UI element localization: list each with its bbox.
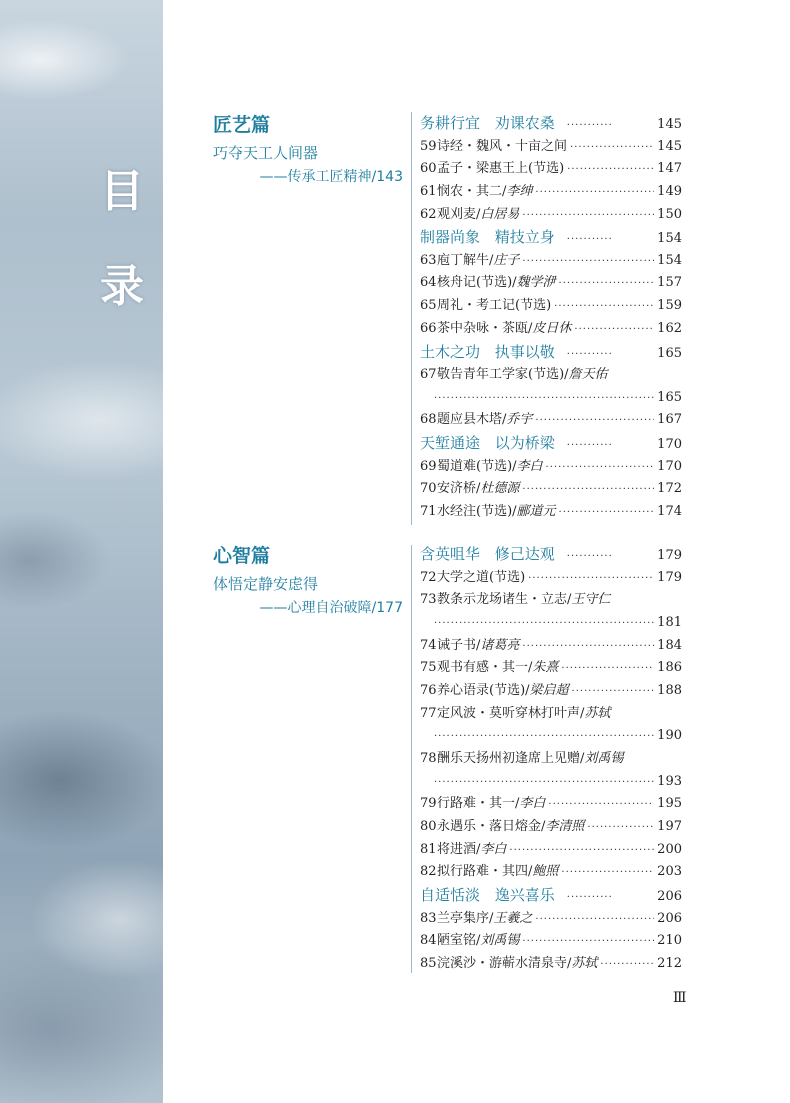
entry-author: 李绅 bbox=[506, 183, 533, 199]
page-ref: 172 bbox=[657, 481, 682, 497]
entry-title bbox=[420, 136, 567, 159]
page-ref: 212 bbox=[657, 956, 682, 971]
entry-title bbox=[420, 748, 623, 771]
toc-entry bbox=[420, 181, 682, 204]
page-ref: 167 bbox=[657, 412, 682, 428]
page-ref: 165 bbox=[657, 389, 682, 405]
entry-name: 将进酒/ bbox=[437, 841, 481, 857]
toc-entry bbox=[420, 567, 682, 590]
toc-theme-heading bbox=[420, 432, 682, 456]
page-ref: 179 bbox=[657, 548, 682, 563]
entry-number: 63 bbox=[420, 252, 437, 268]
dot-leader bbox=[434, 726, 654, 749]
entry-name: 兰亭集序/ bbox=[437, 910, 494, 926]
dot-leader bbox=[434, 388, 654, 411]
page-ref: 165 bbox=[657, 345, 682, 361]
entry-number: 75 bbox=[420, 660, 437, 676]
toc-entry bbox=[420, 635, 682, 658]
entry-name: 安济桥/ bbox=[437, 481, 481, 497]
toc-entry bbox=[420, 725, 682, 748]
toc-theme-heading bbox=[420, 543, 682, 567]
page-ref: 184 bbox=[657, 637, 682, 653]
toc-entry bbox=[420, 771, 682, 794]
entry-author: 苏轼 bbox=[584, 705, 611, 721]
dot-leader bbox=[567, 228, 611, 252]
entry-title bbox=[420, 680, 569, 703]
entry-title bbox=[420, 567, 525, 590]
entry-number: 71 bbox=[420, 503, 437, 519]
entry-name: 诗经・魏风・十亩之间 bbox=[437, 138, 568, 154]
page-ref: 147 bbox=[657, 161, 682, 177]
entry-title bbox=[420, 953, 597, 976]
entry-author: 庄子 bbox=[493, 252, 520, 268]
dot-leader bbox=[509, 840, 654, 863]
entry-number: 70 bbox=[420, 481, 437, 497]
entry-number: 81 bbox=[420, 841, 437, 857]
entry-number: 84 bbox=[420, 933, 437, 949]
entry-number: 79 bbox=[420, 796, 437, 812]
entry-number: 61 bbox=[420, 183, 437, 199]
section-subtitle: 体悟定静安虑得 bbox=[213, 575, 319, 593]
page-ref: 193 bbox=[657, 773, 682, 789]
entry-number: 82 bbox=[420, 864, 437, 880]
page-ref: 188 bbox=[657, 682, 682, 698]
page-ref: 154 bbox=[657, 231, 682, 247]
dot-leader bbox=[522, 931, 654, 954]
toc-entry bbox=[420, 250, 682, 273]
page-ref: 154 bbox=[657, 252, 682, 268]
entry-author: 王守仁 bbox=[571, 592, 611, 608]
entry-title bbox=[420, 635, 519, 658]
entry-author: 诸葛亮 bbox=[480, 637, 520, 653]
entry-name: 浣溪沙・游蕲水清泉寺/ bbox=[437, 956, 572, 971]
contents-title-char-1: 目 bbox=[100, 166, 144, 217]
dot-leader bbox=[522, 205, 654, 228]
page-ref: 170 bbox=[657, 458, 682, 474]
entry-author: 皮日休 bbox=[532, 320, 572, 336]
entry-author: 李清照 bbox=[545, 819, 585, 835]
entry-title bbox=[420, 816, 584, 839]
dot-leader bbox=[559, 502, 655, 525]
entry-number: 69 bbox=[420, 458, 437, 474]
toc-entry bbox=[420, 589, 682, 612]
page-ref: 181 bbox=[657, 614, 682, 630]
entry-author: 王羲之 bbox=[493, 910, 533, 926]
dot-leader bbox=[528, 568, 654, 591]
page-ref: 186 bbox=[657, 660, 682, 676]
toc-entry bbox=[420, 839, 682, 862]
dot-leader bbox=[567, 343, 611, 367]
dot-leader bbox=[522, 479, 654, 502]
page-ref: 174 bbox=[657, 503, 682, 519]
contents-title-char-2: 录 bbox=[100, 261, 144, 312]
entry-title bbox=[420, 204, 519, 227]
theme-title: 制器尚象 精技立身 bbox=[420, 228, 555, 247]
dot-leader bbox=[587, 817, 654, 840]
entry-name: 酬乐天扬州初逢席上见赠/ bbox=[437, 751, 585, 766]
toc-entry bbox=[420, 793, 682, 816]
toc-entry bbox=[420, 680, 682, 703]
toc-entry bbox=[420, 861, 682, 884]
entry-title bbox=[420, 703, 610, 726]
entry-number: 73 bbox=[420, 592, 437, 608]
page-ref: 149 bbox=[657, 183, 682, 199]
toc-list-craft bbox=[420, 112, 682, 524]
toc-entry bbox=[420, 612, 682, 635]
section-mind bbox=[213, 541, 403, 619]
entry-number: 59 bbox=[420, 138, 437, 154]
toc-entry bbox=[420, 295, 682, 318]
entry-name: 拟行路难・其四/ bbox=[437, 864, 533, 880]
toc-entry bbox=[420, 748, 682, 771]
entry-title bbox=[420, 793, 545, 816]
entry-author: 李白 bbox=[480, 841, 507, 857]
dot-leader bbox=[567, 114, 611, 138]
page-ref: 203 bbox=[657, 864, 682, 880]
page-ref: 150 bbox=[657, 206, 682, 222]
toc-entry bbox=[420, 456, 682, 479]
entry-title bbox=[420, 657, 558, 680]
entry-author: 刘禹锡 bbox=[584, 751, 624, 766]
entry-title bbox=[420, 589, 610, 612]
entry-author: 魏学洢 bbox=[516, 275, 556, 291]
entry-author: 梁启超 bbox=[529, 682, 569, 698]
entry-title bbox=[420, 272, 556, 295]
entry-author: 李白 bbox=[519, 796, 546, 812]
entry-name: 蜀道难(节选)/ bbox=[437, 458, 517, 474]
entry-name: 观刈麦/ bbox=[437, 206, 481, 222]
entry-number: 80 bbox=[420, 819, 437, 835]
page-ref: 200 bbox=[657, 841, 682, 857]
toc-entry bbox=[420, 409, 682, 432]
toc-entry bbox=[420, 478, 682, 501]
entry-name: 孟子・梁惠王上(节选) bbox=[437, 161, 565, 177]
entry-title bbox=[420, 181, 532, 204]
entry-name: 永遇乐・落日熔金/ bbox=[437, 819, 546, 835]
entry-title bbox=[420, 250, 519, 273]
dot-leader bbox=[535, 410, 654, 433]
entry-name: 题应县木塔/ bbox=[437, 412, 507, 428]
toc-entry bbox=[420, 908, 682, 931]
theme-title: 土木之功 执事以敬 bbox=[420, 342, 555, 361]
page-ref: 210 bbox=[657, 933, 682, 949]
entry-number: 83 bbox=[420, 910, 437, 926]
entry-number: 85 bbox=[420, 956, 437, 971]
toc-entry bbox=[420, 501, 682, 524]
section-caption: ——心理自治破障/177 bbox=[259, 600, 403, 616]
dot-leader bbox=[574, 319, 654, 342]
dot-leader bbox=[561, 862, 654, 885]
page-ref: 206 bbox=[657, 889, 682, 905]
dot-leader bbox=[567, 434, 611, 458]
entry-title bbox=[420, 158, 564, 181]
entry-name: 周礼・考工记(节选) bbox=[437, 298, 552, 314]
toc-entry bbox=[420, 387, 682, 410]
dot-leader bbox=[567, 545, 611, 569]
divider-rule bbox=[411, 112, 412, 525]
page-ref: 190 bbox=[657, 728, 682, 744]
dot-leader bbox=[572, 681, 655, 704]
entry-name: 庖丁解牛/ bbox=[437, 252, 494, 268]
dot-leader bbox=[546, 457, 655, 480]
page-ref: 159 bbox=[657, 298, 682, 314]
section-craft bbox=[213, 110, 403, 188]
page-ref: 195 bbox=[657, 796, 682, 812]
dot-leader bbox=[434, 772, 654, 795]
entry-name: 观书有感・其一/ bbox=[437, 660, 533, 676]
toc-entry bbox=[420, 272, 682, 295]
entry-title bbox=[420, 318, 571, 341]
entry-name: 核舟记(节选)/ bbox=[437, 275, 517, 291]
entry-name: 大学之道(节选) bbox=[437, 569, 526, 585]
entry-title bbox=[420, 364, 608, 387]
entry-name: 陋室铭/ bbox=[437, 933, 481, 949]
page-ref: 162 bbox=[657, 320, 682, 336]
entry-name: 行路难・其一/ bbox=[437, 796, 520, 812]
dot-leader bbox=[559, 273, 655, 296]
dot-leader bbox=[535, 909, 654, 932]
entry-name: 悯农・其二/ bbox=[437, 183, 507, 199]
entry-number: 64 bbox=[420, 275, 437, 291]
dot-leader bbox=[548, 794, 654, 817]
page-number: Ⅲ bbox=[673, 990, 687, 1006]
dot-leader bbox=[567, 886, 611, 910]
entry-author: 鲍照 bbox=[532, 864, 559, 880]
entry-title bbox=[420, 478, 519, 501]
dot-leader bbox=[535, 182, 654, 205]
dot-leader bbox=[567, 159, 654, 182]
landscape-band bbox=[0, 0, 163, 1103]
page-ref: 197 bbox=[657, 819, 682, 835]
entry-author: 李白 bbox=[516, 458, 543, 474]
entry-number: 78 bbox=[420, 751, 437, 766]
toc-entry bbox=[420, 158, 682, 181]
toc-entry bbox=[420, 136, 682, 159]
toc-theme-heading bbox=[420, 112, 682, 136]
dot-leader bbox=[522, 636, 654, 659]
entry-number: 68 bbox=[420, 412, 437, 428]
theme-title: 自适恬淡 逸兴喜乐 bbox=[420, 886, 555, 905]
dot-leader bbox=[554, 296, 654, 319]
entry-number: 65 bbox=[420, 298, 437, 314]
entry-name: 诫子书/ bbox=[437, 637, 481, 653]
entry-author: 刘禹锡 bbox=[480, 933, 520, 949]
toc-entry bbox=[420, 703, 682, 726]
page-ref: 157 bbox=[657, 275, 682, 291]
dot-leader bbox=[434, 613, 654, 636]
page-ref: 179 bbox=[657, 569, 682, 585]
toc-list-mind bbox=[420, 543, 682, 976]
dot-leader bbox=[561, 658, 654, 681]
entry-title bbox=[420, 295, 551, 318]
entry-number: 76 bbox=[420, 682, 437, 698]
theme-title: 天堑通途 以为桥梁 bbox=[420, 434, 555, 453]
entry-name: 教条示龙场诸生・立志/ bbox=[437, 592, 572, 608]
entry-author: 朱熹 bbox=[532, 660, 559, 676]
entry-name: 水经注(节选)/ bbox=[437, 503, 517, 519]
entry-number: 74 bbox=[420, 637, 437, 653]
toc-entry bbox=[420, 657, 682, 680]
entry-author: 白居易 bbox=[480, 206, 520, 222]
entry-author: 詹天佑 bbox=[568, 367, 608, 382]
entry-number: 62 bbox=[420, 206, 437, 222]
section-caption: ——传承工匠精神/143 bbox=[259, 169, 403, 185]
toc-theme-heading bbox=[420, 341, 682, 365]
entry-name: 敬告青年工学家(节选)/ bbox=[437, 367, 569, 382]
entry-number: 77 bbox=[420, 705, 437, 721]
entry-number: 66 bbox=[420, 320, 437, 336]
page-ref: 145 bbox=[657, 138, 682, 154]
entry-number: 60 bbox=[420, 161, 437, 177]
entry-title bbox=[420, 501, 556, 524]
contents-title bbox=[100, 166, 160, 360]
entry-number: 72 bbox=[420, 569, 437, 585]
entry-number: 67 bbox=[420, 367, 437, 382]
toc-entry bbox=[420, 204, 682, 227]
toc-entry bbox=[420, 953, 682, 976]
entry-author: 苏轼 bbox=[571, 956, 598, 971]
entry-author: 杜德源 bbox=[480, 481, 520, 497]
page-ref: 145 bbox=[657, 117, 682, 132]
entry-title bbox=[420, 456, 543, 479]
entry-name: 定风波・莫听穿林打叶声/ bbox=[437, 705, 585, 721]
page-ref: 170 bbox=[657, 437, 682, 453]
entry-author: 郦道元 bbox=[516, 503, 556, 519]
section-name: 心智篇 bbox=[213, 545, 271, 567]
section-subtitle: 巧夺天工人间器 bbox=[213, 144, 319, 162]
dot-leader bbox=[522, 251, 654, 274]
entry-title bbox=[420, 930, 519, 953]
entry-author: 乔宇 bbox=[506, 412, 533, 428]
toc-entry bbox=[420, 930, 682, 953]
divider-rule bbox=[411, 545, 412, 973]
entry-title bbox=[420, 861, 558, 884]
toc-entry bbox=[420, 318, 682, 341]
entry-title bbox=[420, 839, 506, 862]
toc-theme-heading bbox=[420, 226, 682, 250]
entry-name: 茶中杂咏・茶瓯/ bbox=[437, 320, 533, 336]
section-name: 匠艺篇 bbox=[213, 114, 271, 136]
theme-title: 务耕行宜 劝课农桑 bbox=[420, 114, 555, 132]
toc-entry bbox=[420, 364, 682, 387]
entry-title bbox=[420, 409, 532, 432]
theme-title: 含英咀华 修己达观 bbox=[420, 545, 555, 563]
entry-title bbox=[420, 908, 532, 931]
dot-leader bbox=[570, 137, 654, 160]
dot-leader bbox=[600, 954, 654, 977]
toc-theme-heading bbox=[420, 884, 682, 908]
toc-entry bbox=[420, 816, 682, 839]
page-ref: 206 bbox=[657, 910, 682, 926]
entry-name: 养心语录(节选)/ bbox=[437, 682, 530, 698]
